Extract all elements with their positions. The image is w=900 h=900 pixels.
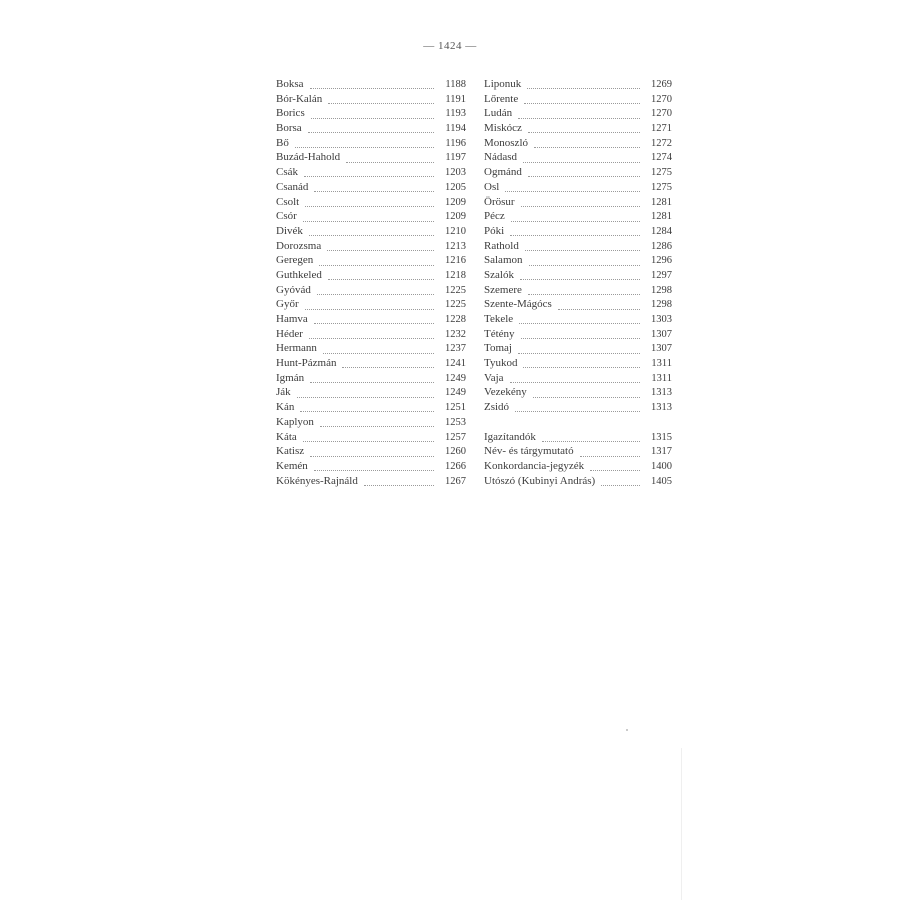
dot-leader: [523, 153, 640, 163]
toc-entry-name: Név- és tárgymutató: [484, 445, 574, 458]
toc-entry: [276, 92, 466, 107]
dot-leader: [558, 300, 640, 310]
toc-entry-page: 1267: [445, 475, 466, 487]
dot-leader: [319, 256, 434, 266]
toc-entry-name: Héder: [276, 327, 303, 340]
toc-entry-page: 1271: [651, 123, 672, 135]
toc-entry-page: 1274: [651, 152, 672, 164]
dot-leader: [300, 402, 434, 412]
toc-entry-name: Borics: [276, 107, 305, 120]
toc-entry-page: 1298: [651, 299, 672, 311]
toc-entry-name: Hermann: [276, 342, 317, 355]
dot-leader: [511, 212, 640, 222]
dot-leader: [521, 329, 640, 339]
toc-entry: [276, 371, 466, 386]
toc-entry-name: Borsa: [276, 122, 302, 135]
toc-entry-name: Gyóvád: [276, 283, 311, 296]
toc-entry: [484, 77, 672, 92]
toc-entry: [484, 327, 672, 342]
toc-entry: [276, 150, 466, 165]
toc-entry-page: 1188: [445, 79, 466, 90]
toc-entry: [484, 459, 672, 474]
toc-entry: [276, 474, 466, 489]
toc-entry: [276, 283, 466, 298]
toc-entry: [484, 209, 672, 224]
toc-entry-name: Katisz: [276, 445, 305, 458]
toc-entry-name: Tyukod: [484, 357, 518, 370]
dot-leader: [519, 314, 640, 324]
toc-entry-page: 1281: [651, 196, 672, 208]
dot-leader: [521, 197, 640, 207]
toc-entry: [484, 239, 672, 254]
toc-entry-page: 1232: [445, 328, 466, 340]
dot-leader: [364, 476, 434, 486]
toc-entry-name: Buzád-Hahold: [276, 151, 341, 164]
toc-entry-page: 1270: [651, 108, 672, 120]
dot-leader: [314, 314, 434, 324]
toc-entry: [484, 430, 672, 445]
dot-leader: [510, 373, 640, 383]
dot-leader: [311, 109, 434, 119]
toc-entry-name: Salamon: [484, 254, 523, 267]
toc-entry: [276, 121, 466, 136]
toc-entry-name: Zsidó: [484, 401, 510, 414]
toc-entry-page: 1272: [651, 137, 672, 149]
toc-entry-page: 1400: [651, 460, 672, 472]
toc-entry-name: Szemere: [484, 283, 522, 296]
toc-entry-name: Hamva: [276, 313, 308, 325]
toc-entry: [276, 209, 466, 224]
dot-leader: [533, 388, 640, 398]
toc-entry-page: 1275: [651, 167, 672, 179]
toc-entry: [484, 297, 672, 312]
toc-entry-name: Csolt: [276, 195, 300, 208]
dot-leader: [305, 300, 434, 310]
toc-entry: [484, 444, 672, 459]
toc-entry-name: Ogmánd: [484, 166, 522, 179]
toc-entry-name: Tekele: [484, 313, 514, 325]
dot-leader: [528, 285, 640, 295]
toc-entry-name: Konkordancia-jegyzék: [484, 459, 585, 472]
dot-leader: [314, 461, 434, 471]
toc-entry: [484, 385, 672, 400]
dot-leader: [528, 123, 640, 133]
toc-entry: [484, 268, 672, 283]
toc-entry-page: 1218: [445, 269, 466, 281]
dot-leader: [527, 79, 640, 89]
dot-leader: [601, 476, 640, 486]
toc-entry-page: 1303: [651, 314, 672, 325]
toc-entry-name: Hunt-Pázmán: [276, 357, 337, 370]
dot-leader: [510, 226, 640, 236]
toc-entry-page: 1205: [445, 181, 466, 193]
dot-leader: [317, 285, 434, 295]
toc-entry: [484, 121, 672, 136]
toc-entry: [276, 253, 466, 268]
toc-entry-page: 1286: [651, 240, 672, 252]
toc-entry: [484, 312, 672, 327]
toc-entry-name: Miskócz: [484, 122, 522, 135]
toc-entry-page: 1228: [445, 314, 466, 325]
toc-entry-name: Nádasd: [484, 151, 517, 164]
toc-entry: [276, 165, 466, 180]
toc-entry-name: Igazítandók: [484, 430, 536, 443]
toc-entry-name: Kán: [276, 401, 295, 414]
toc-left-column: [276, 77, 466, 488]
dot-leader: [314, 182, 434, 192]
dot-leader: [505, 182, 640, 192]
toc-entry: [276, 136, 466, 151]
toc-entry: [276, 327, 466, 342]
toc-entry-page: 1225: [445, 284, 466, 296]
toc-entry: [276, 385, 466, 400]
toc-entry-page: 1315: [651, 431, 672, 443]
dot-leader: [309, 226, 434, 236]
scan-edge-line: [681, 748, 682, 900]
toc-entry-page: 1251: [445, 402, 466, 414]
dot-leader: [323, 344, 434, 354]
toc-entry-name: Tétény: [484, 327, 515, 340]
toc-entry: [276, 459, 466, 474]
dot-leader: [524, 94, 640, 104]
toc-entry-page: 1275: [651, 181, 672, 193]
dot-leader: [309, 329, 434, 339]
toc-entry-name: Póki: [484, 224, 505, 237]
toc-entry-name: Kaplyon: [276, 415, 314, 428]
toc-entry: [484, 253, 672, 268]
toc-entry: [276, 430, 466, 445]
toc-entry-page: 1241: [445, 358, 466, 370]
toc-entry-page: 1317: [651, 446, 672, 458]
toc-entry-page: 1405: [651, 475, 672, 487]
dot-leader: [310, 79, 435, 89]
toc-entry: [276, 224, 466, 239]
toc-entry-page: 1307: [651, 343, 672, 355]
toc-entry-name: Monoszló: [484, 136, 528, 149]
toc-entry: [484, 224, 672, 239]
dot-leader: [320, 417, 434, 427]
dot-leader: [310, 447, 434, 457]
dot-leader: [342, 358, 434, 368]
toc-entry: [276, 106, 466, 121]
toc-entry-page: 1209: [445, 196, 466, 208]
toc-entry-name: Vaja: [484, 371, 504, 384]
dot-leader: [305, 197, 434, 207]
toc-entry-name: Bő: [276, 136, 289, 149]
toc-entry: [276, 195, 466, 210]
toc-entry-page: 1270: [651, 93, 672, 105]
toc-entry-page: 1191: [445, 93, 466, 105]
toc-entry-page: 1194: [445, 123, 466, 135]
toc-entry-name: Guthkeled: [276, 268, 322, 281]
dot-leader: [515, 402, 640, 412]
scan-speck: [626, 729, 628, 731]
toc-entry-name: Osl: [484, 180, 500, 193]
toc-entry-name: Szente-Mágócs: [484, 298, 552, 311]
toc-entry-name: Káta: [276, 430, 297, 443]
toc-entry-page: 1216: [445, 255, 466, 267]
page-number: — 1424 —: [423, 40, 477, 52]
toc-entry: [276, 400, 466, 415]
toc-entry-page: 1225: [445, 299, 466, 311]
toc-entry-page: 1257: [445, 431, 466, 443]
toc-entry: [276, 268, 466, 283]
toc-entry-page: 1266: [445, 460, 466, 472]
toc-entry-page: 1311: [651, 358, 672, 370]
toc-entry-page: 1296: [651, 255, 672, 267]
dot-leader: [303, 432, 434, 442]
dot-leader: [303, 212, 434, 222]
toc-entry-name: Szalók: [484, 268, 514, 281]
toc-entry: [276, 341, 466, 356]
toc-entry: [484, 341, 672, 356]
dot-leader: [304, 167, 434, 177]
toc-entry: [484, 150, 672, 165]
dot-leader: [346, 153, 434, 163]
toc-entry-name: Győr: [276, 298, 299, 311]
toc-entry-name: Örösur: [484, 195, 515, 208]
toc-entry: [484, 356, 672, 371]
toc-entry-page: 1249: [445, 372, 466, 384]
dot-leader: [520, 270, 640, 280]
toc-entry: [484, 92, 672, 107]
toc-entry-name: Bór-Kalán: [276, 92, 323, 105]
dot-leader: [523, 358, 640, 368]
dot-leader: [542, 432, 640, 442]
toc-entry: [484, 136, 672, 151]
section-gap: [484, 415, 672, 430]
dot-leader: [297, 388, 434, 398]
toc-entry-name: Pécz: [484, 210, 505, 223]
toc-entry: [276, 239, 466, 254]
toc-entry-name: Csór: [276, 210, 297, 223]
toc-entry-page: 1284: [651, 225, 672, 237]
dot-leader: [295, 138, 434, 148]
dot-leader: [580, 447, 640, 457]
dot-leader: [528, 167, 640, 177]
toc-right-column: [484, 77, 672, 488]
toc-entry-page: 1196: [445, 137, 466, 149]
toc-entry-name: Lőrente: [484, 92, 519, 105]
toc-entry-name: Dorozsma: [276, 239, 322, 252]
dot-leader: [310, 373, 434, 383]
dot-leader: [308, 123, 434, 133]
toc-entry-page: 1313: [651, 387, 672, 399]
toc-entry-name: Vezekény: [484, 386, 527, 399]
dot-leader: [529, 256, 641, 266]
toc-entry-name: Csanád: [276, 180, 309, 193]
dot-leader: [525, 241, 640, 251]
dot-leader: [590, 461, 640, 471]
dot-leader: [327, 241, 434, 251]
toc-entry-page: 1209: [445, 211, 466, 223]
dot-leader: [328, 94, 434, 104]
toc-entry: [276, 356, 466, 371]
toc-entry-page: 1269: [651, 79, 672, 90]
toc-entry-name: Ják: [276, 386, 291, 399]
toc-entry: [276, 297, 466, 312]
toc-entry-name: Divék: [276, 224, 303, 237]
toc-entry: [484, 400, 672, 415]
toc-entry-name: Geregen: [276, 254, 314, 267]
toc-entry: [484, 474, 672, 489]
toc-entry-page: 1249: [445, 387, 466, 399]
toc-entry-page: 1298: [651, 284, 672, 296]
toc-entry-page: 1203: [445, 167, 466, 179]
toc-entry: [276, 77, 466, 92]
toc-entry-page: 1307: [651, 328, 672, 340]
dot-leader: [328, 270, 434, 280]
dot-leader: [534, 138, 640, 148]
toc-entry-name: Tomaj: [484, 342, 512, 355]
toc-entry-page: 1311: [651, 372, 672, 384]
toc-entry: [276, 312, 466, 327]
toc-entry: [276, 415, 466, 430]
toc-entry-page: 1237: [445, 343, 466, 355]
toc-entry-name: Rathold: [484, 239, 519, 252]
toc-entry: [484, 106, 672, 121]
toc-entry: [484, 195, 672, 210]
toc-entry-page: 1281: [651, 211, 672, 223]
toc-entry-name: Ludán: [484, 107, 513, 120]
toc-entry-page: 1260: [445, 446, 466, 458]
toc-entry: [484, 165, 672, 180]
toc-entry-page: 1213: [445, 240, 466, 252]
toc-entry-name: Kökényes-Rajnáld: [276, 474, 358, 487]
toc-entry: [484, 180, 672, 195]
toc-entry: [484, 283, 672, 298]
toc-entry-page: 1297: [651, 269, 672, 281]
dot-leader: [518, 344, 640, 354]
toc-entry-page: 1197: [445, 152, 466, 164]
toc-entry-name: Liponuk: [484, 78, 522, 90]
toc-entry-page: 1313: [651, 402, 672, 414]
toc-entry-page: 1253: [445, 416, 466, 428]
dot-leader: [518, 109, 640, 119]
toc-entry-name: Csák: [276, 166, 298, 179]
toc-entry-page: 1210: [445, 225, 466, 237]
toc-entry-name: Kemén: [276, 459, 308, 472]
toc-entry-name: Boksa: [276, 78, 304, 90]
toc-entry: [276, 444, 466, 459]
toc-entry-name: Utószó (Kubinyi András): [484, 474, 596, 487]
toc-entry-page: 1193: [445, 108, 466, 120]
toc-entry: [484, 371, 672, 386]
toc-entry: [276, 180, 466, 195]
toc-entry-name: Igmán: [276, 371, 305, 384]
